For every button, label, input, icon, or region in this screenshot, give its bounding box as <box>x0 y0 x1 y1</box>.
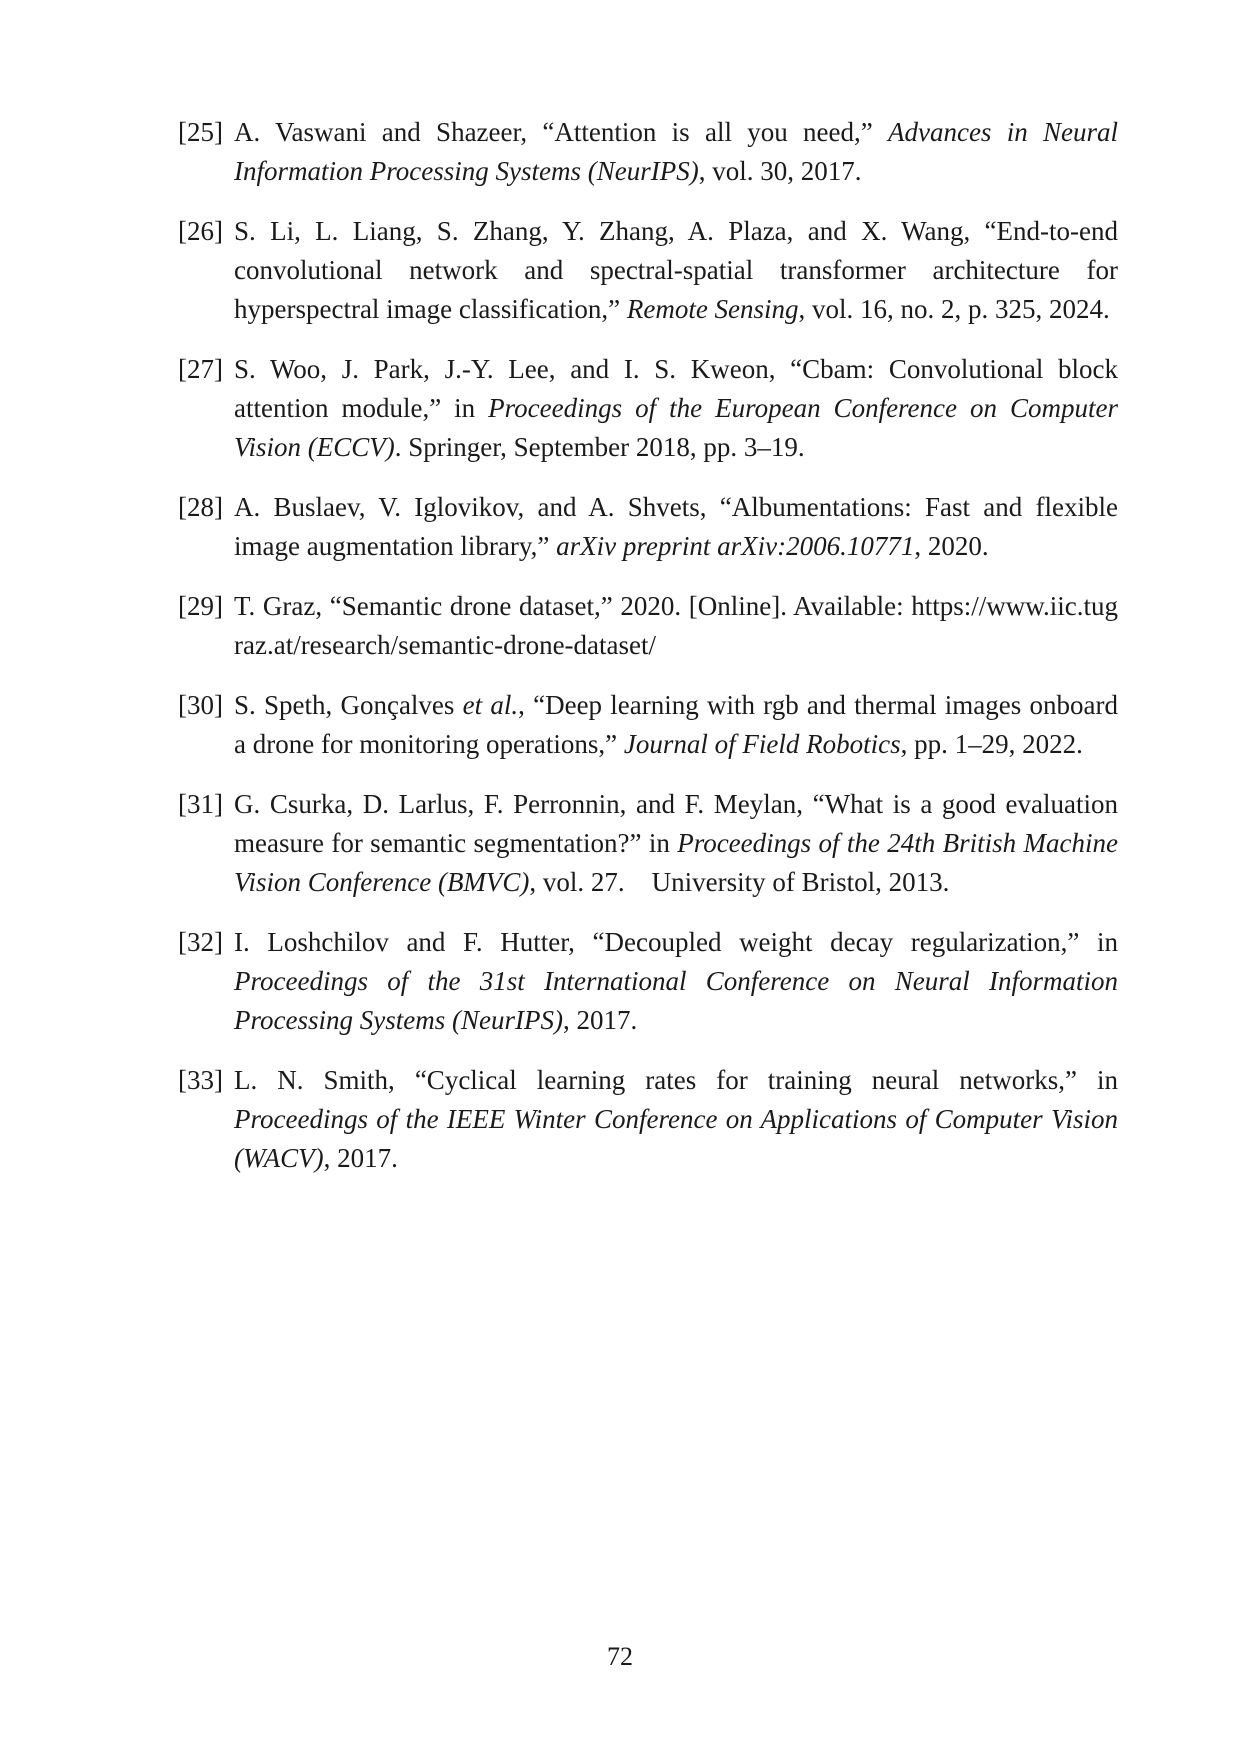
reference-title: , “Deep learning with rgb and thermal images onboard a drone for monitoring operations,” <box>234 690 1118 759</box>
reference-details: , pp. 1–29, 2022. <box>900 729 1083 759</box>
reference-authors-title: G. Csurka, D. Larlus, F. Perronnin, and F. Meylan, “What is a good evaluation measure for semantic segmentation?” in <box>234 789 1118 858</box>
reference-item <box>178 113 1118 191</box>
reference-et-al: et al. <box>462 690 519 720</box>
reference-venue: Remote Sensing <box>626 294 799 324</box>
reference-number: [29] <box>178 591 223 621</box>
reference-number: [28] <box>178 492 223 522</box>
reference-text <box>234 785 1118 902</box>
reference-venue: Proceedings of the 24th British Machine Vision Conference (BMVC) <box>234 828 1118 897</box>
reference-authors-title: S. Li, L. Liang, S. Zhang, Y. Zhang, A. Plaza, and X. Wang, “End-to-end convolutional network and spectral-spatial transformer architecture for hyperspectral image classification,” <box>234 216 1118 324</box>
reference-number: [33] <box>178 1065 223 1095</box>
reference-item <box>178 923 1118 1040</box>
reference-text <box>234 686 1118 764</box>
reference-list <box>178 113 1118 1199</box>
reference-authors-title: A. Buslaev, V. Iglovikov, and A. Shvets, “Albumentations: Fast and flexible image augmentation library,” <box>234 492 1118 561</box>
reference-details: , vol. 16, no. 2, p. 325, 2024. <box>798 294 1110 324</box>
reference-item <box>178 1061 1118 1178</box>
reference-item <box>178 785 1118 902</box>
reference-authors-title: S. Woo, J. Park, J.-Y. Lee, and I. S. Kweon, “Cbam: Convolutional block attention module,” in <box>234 354 1118 423</box>
page-number: 72 <box>607 1642 633 1671</box>
reference-text <box>234 488 1118 566</box>
reference-item <box>178 587 1118 665</box>
reference-details: , 2017. <box>323 1143 398 1173</box>
reference-item <box>178 686 1118 764</box>
reference-number: [26] <box>178 216 223 246</box>
reference-item <box>178 350 1118 467</box>
reference-venue: Proceedings of the IEEE Winter Conference on Applications of Computer Vision (WACV) <box>234 1104 1118 1173</box>
reference-number: [31] <box>178 789 223 819</box>
reference-text <box>234 350 1118 467</box>
reference-item <box>178 212 1118 329</box>
reference-venue: Proceedings of the European Conference on Computer Vision (ECCV) <box>234 393 1118 462</box>
reference-text <box>234 587 1118 665</box>
reference-text <box>234 113 1118 191</box>
reference-number: [30] <box>178 690 223 720</box>
reference-details: . Springer, September 2018, pp. 3–19. <box>394 432 805 462</box>
reference-venue: Advances in Neural Information Processing Systems (NeurIPS) <box>234 117 1118 186</box>
reference-details: , vol. 27. University of Bristol, 2013. <box>529 867 950 897</box>
reference-authors-title: L. N. Smith, “Cyclical learning rates for training neural networks,” in <box>234 1065 1118 1095</box>
reference-number: [27] <box>178 354 223 384</box>
reference-url-link[interactable]: https://www.iic.tugraz.at/research/semantic-drone-dataset/ <box>234 591 1118 660</box>
reference-details: , 2017. <box>562 1005 638 1035</box>
reference-text <box>234 212 1118 329</box>
reference-authors: S. Speth, Gonçalves <box>234 690 463 720</box>
reference-number: [25] <box>178 117 223 147</box>
reference-number: [32] <box>178 927 223 957</box>
reference-text <box>234 923 1118 1040</box>
reference-details: , 2020. <box>914 531 989 561</box>
reference-authors-title: A. Vaswani and Shazeer, “Attention is all you need,” <box>234 117 888 147</box>
reference-venue: Proceedings of the 31st International Conference on Neural Information Processing Systems (NeurIPS) <box>234 966 1118 1035</box>
reference-authors-title: I. Loshchilov and F. Hutter, “Decoupled weight decay regularization,” in <box>234 927 1118 957</box>
reference-details: , vol. 30, 2017. <box>698 156 862 186</box>
reference-venue: Journal of Field Robotics <box>623 729 901 759</box>
reference-venue: arXiv preprint arXiv:2006.10771 <box>556 531 915 561</box>
reference-text <box>234 1061 1118 1178</box>
reference-authors-title: T. Graz, “Semantic drone dataset,” 2020. [Online]. Available: <box>234 591 912 621</box>
reference-item <box>178 488 1118 566</box>
